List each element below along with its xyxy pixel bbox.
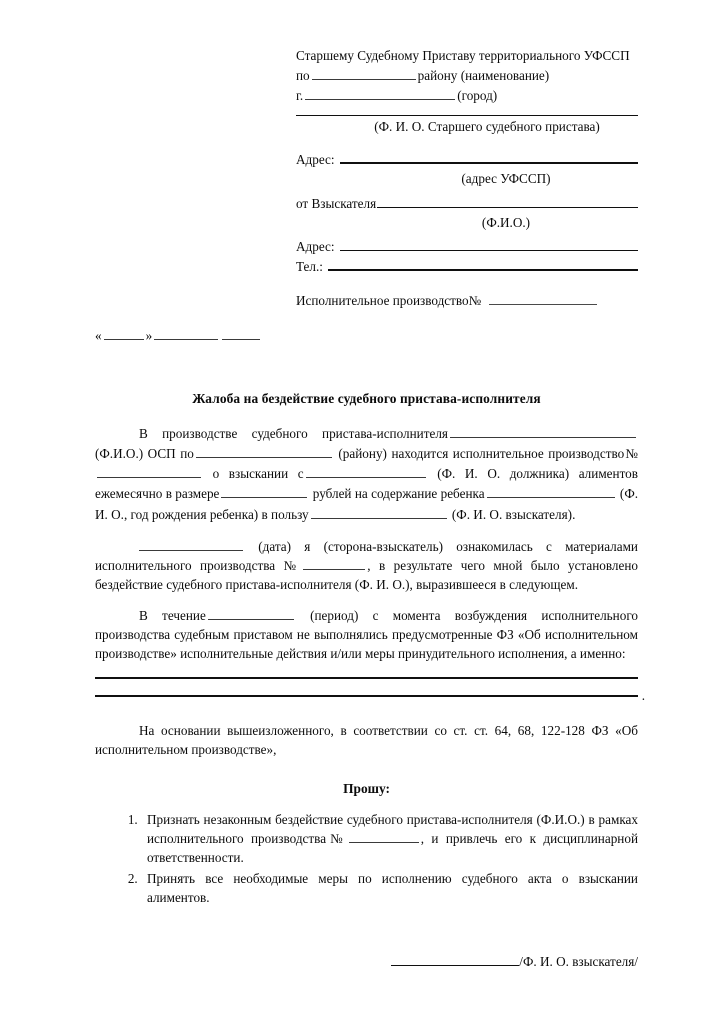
p3-seg2: (период) с момента возбуждения исполнительного производства судебным приставом не выполнялись предусмотренные ФЗ «Об исполнительном производстве» исполнительные действия и/или меры принудительного исполнения, а именно:	[95, 607, 639, 661]
alimony-amount-blank[interactable]	[221, 485, 307, 498]
signature-row	[95, 953, 638, 970]
p1-seg2: (Ф.И.О.) ОСП по	[95, 446, 194, 462]
p1-seg5: (Ф. И. О. должника) алиментов ежемесячно в размере	[95, 466, 638, 502]
p1-seg4: о взыскании с	[212, 466, 304, 482]
signature-caption: /Ф. И. О. взыскателя/	[519, 953, 638, 969]
chief-bailiff-name-rule[interactable]	[296, 115, 638, 116]
child-name-blank[interactable]	[487, 485, 615, 498]
claimant-address-blank[interactable]	[340, 238, 638, 251]
writein-rule-2-wrapper	[95, 687, 645, 703]
p1-seg6: рублей на содержание ребенка	[312, 486, 485, 502]
paragraph-inaction-period	[95, 606, 638, 663]
addressee-header-block	[296, 46, 638, 311]
list-item	[141, 869, 638, 907]
paragraph-case-description	[95, 424, 638, 524]
demand-1-seg2: , и привлечь его к дисциплинарной ответственности.	[147, 830, 639, 865]
enforcement-case-label: Исполнительное производство№	[296, 293, 482, 309]
period-blank[interactable]	[208, 606, 294, 619]
review-case-number-blank[interactable]	[303, 556, 365, 569]
page-title: Жалоба на бездействие судебного пристава-исполнителя	[192, 391, 541, 407]
addressee-authority-line	[296, 46, 638, 86]
ufssp-address-row	[296, 150, 638, 170]
writein-rule-2[interactable]	[95, 695, 638, 697]
writein-end-punctuation: .	[641, 687, 645, 703]
addressee-city-line	[296, 86, 638, 106]
claimant-phone-label: Тел.:	[296, 259, 323, 275]
date-quote-open: «	[95, 328, 102, 344]
prayer-heading: Прошу:	[343, 780, 390, 796]
paragraph-review-date	[95, 537, 638, 594]
claimant-phone-row	[296, 257, 638, 277]
claimant-fio-caption: (Ф.И.О.)	[481, 214, 531, 230]
addressee-line2-suffix: району (наименование)	[417, 68, 550, 84]
paragraph-legal-basis: На основании вышеизложенного, в соответствии со ст. ст. 64, 68, 122-128 ФЗ «Об исполнительном производстве»,	[95, 722, 638, 757]
case-number-blank[interactable]	[97, 465, 201, 478]
date-day-blank[interactable]	[104, 327, 144, 340]
claimant-address-row	[296, 237, 638, 257]
date-year-blank[interactable]	[222, 327, 260, 340]
p1-seg7: (Ф. И. О., год рождения ребенка) в пользу	[95, 486, 639, 522]
ufssp-address-label: Адрес:	[296, 152, 335, 168]
p3-seg1: В течение	[139, 607, 206, 623]
claimant-from-label: от Взыскателя	[296, 195, 377, 211]
ufssp-address-caption: (адрес УФССП)	[461, 170, 551, 186]
list-item	[141, 810, 638, 867]
date-month-blank[interactable]	[154, 327, 218, 340]
demands-list	[95, 810, 638, 907]
demand-1-seg1: Признать незаконным бездействие судебного пристава-исполнителя (Ф.И.О.) в рамках исполнительного производства№	[147, 811, 638, 846]
writein-rule-1[interactable]	[95, 677, 638, 679]
demand-case-number-blank[interactable]	[349, 829, 419, 842]
city-blank[interactable]	[305, 87, 455, 100]
chief-bailiff-caption: (Ф. И. О. Старшего судебного пристава)	[374, 119, 600, 135]
p1-seg1: В производстве судебного пристава-исполнителя	[139, 426, 448, 442]
ufssp-address-blank[interactable]	[340, 150, 638, 164]
date-quote-close: »	[145, 328, 153, 344]
demand-2-seg1: Принять все необходимые меры по исполнению судебного акта о взыскании алиментов.	[147, 870, 638, 905]
claimant-phone-blank[interactable]	[328, 257, 638, 271]
date-line	[95, 327, 638, 344]
bailiff-name-blank[interactable]	[450, 425, 636, 438]
claimant-name-blank[interactable]	[377, 195, 638, 208]
beneficiary-blank[interactable]	[311, 505, 447, 518]
signature-blank[interactable]	[391, 953, 519, 966]
p2-seg1: (дата) я (сторона-взыскатель) ознакомилась с материалами исполнительного производства №	[95, 538, 638, 573]
osp-district-blank[interactable]	[196, 445, 332, 458]
enforcement-case-row	[296, 291, 638, 311]
addressee-line1: Старшему Судебному Приставу территориального	[296, 48, 581, 63]
p1-seg8: (Ф. И. О. взыскателя).	[451, 506, 576, 522]
p1-seg3: (району) находится исполнительное производство№	[338, 446, 639, 462]
claimant-address-label: Адрес:	[296, 239, 335, 255]
p2-seg2: , в результате чего мной было установлено бездействие судебного пристава-исполнителя (Ф. И. О.), выразившееся в следующем.	[95, 557, 638, 592]
city-prefix: г.	[296, 88, 304, 104]
enforcement-case-blank[interactable]	[489, 292, 597, 305]
addressee-line2-prefix: УФССП по	[296, 48, 630, 84]
debtor-name-blank[interactable]	[306, 465, 426, 478]
district-blank[interactable]	[312, 67, 416, 80]
review-date-blank[interactable]	[139, 537, 243, 550]
claimant-from-row	[296, 194, 638, 214]
city-suffix: (город)	[457, 88, 498, 104]
